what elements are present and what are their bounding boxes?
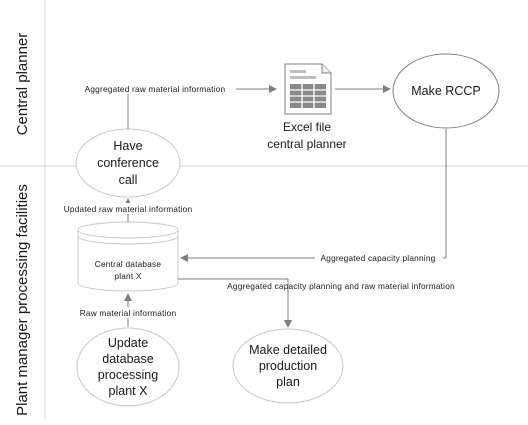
update-label-line2: database <box>102 352 154 366</box>
detailed-label-line1: Make detailed <box>249 343 327 357</box>
excel-file-icon <box>285 64 331 114</box>
database-label-line2: plant X <box>114 271 142 281</box>
conference-label-line3: call <box>118 173 138 187</box>
label-capacity-and-raw: Aggregated capacity planning and raw material information <box>227 281 455 291</box>
label-aggregated-capacity: Aggregated capacity planning <box>320 253 436 263</box>
lane-label-central-planner: Central planner <box>14 32 31 136</box>
label-aggregated-raw: Aggregated raw material information <box>84 84 226 94</box>
excel-label-line2: central planner <box>267 137 347 151</box>
lane-label-plant-manager: Plant manager processing facilities <box>14 184 31 416</box>
conference-label-line2: conference <box>97 156 159 170</box>
label-updated-raw: Updated raw material information <box>63 204 193 214</box>
make-rccp-label: Make RCCP <box>411 84 481 98</box>
excel-label-line1: Excel file <box>282 120 332 134</box>
update-label-line4: plant X <box>108 384 148 398</box>
detailed-label-line2: production <box>258 359 318 373</box>
update-label-line3: processing <box>97 368 159 382</box>
database-label-line1: Central database <box>94 259 162 269</box>
detailed-label-line3: plan <box>276 375 300 389</box>
update-label-line1: Update <box>107 336 149 350</box>
label-raw-info: Raw material information <box>79 308 177 318</box>
conference-label-line1: Have <box>113 139 143 153</box>
